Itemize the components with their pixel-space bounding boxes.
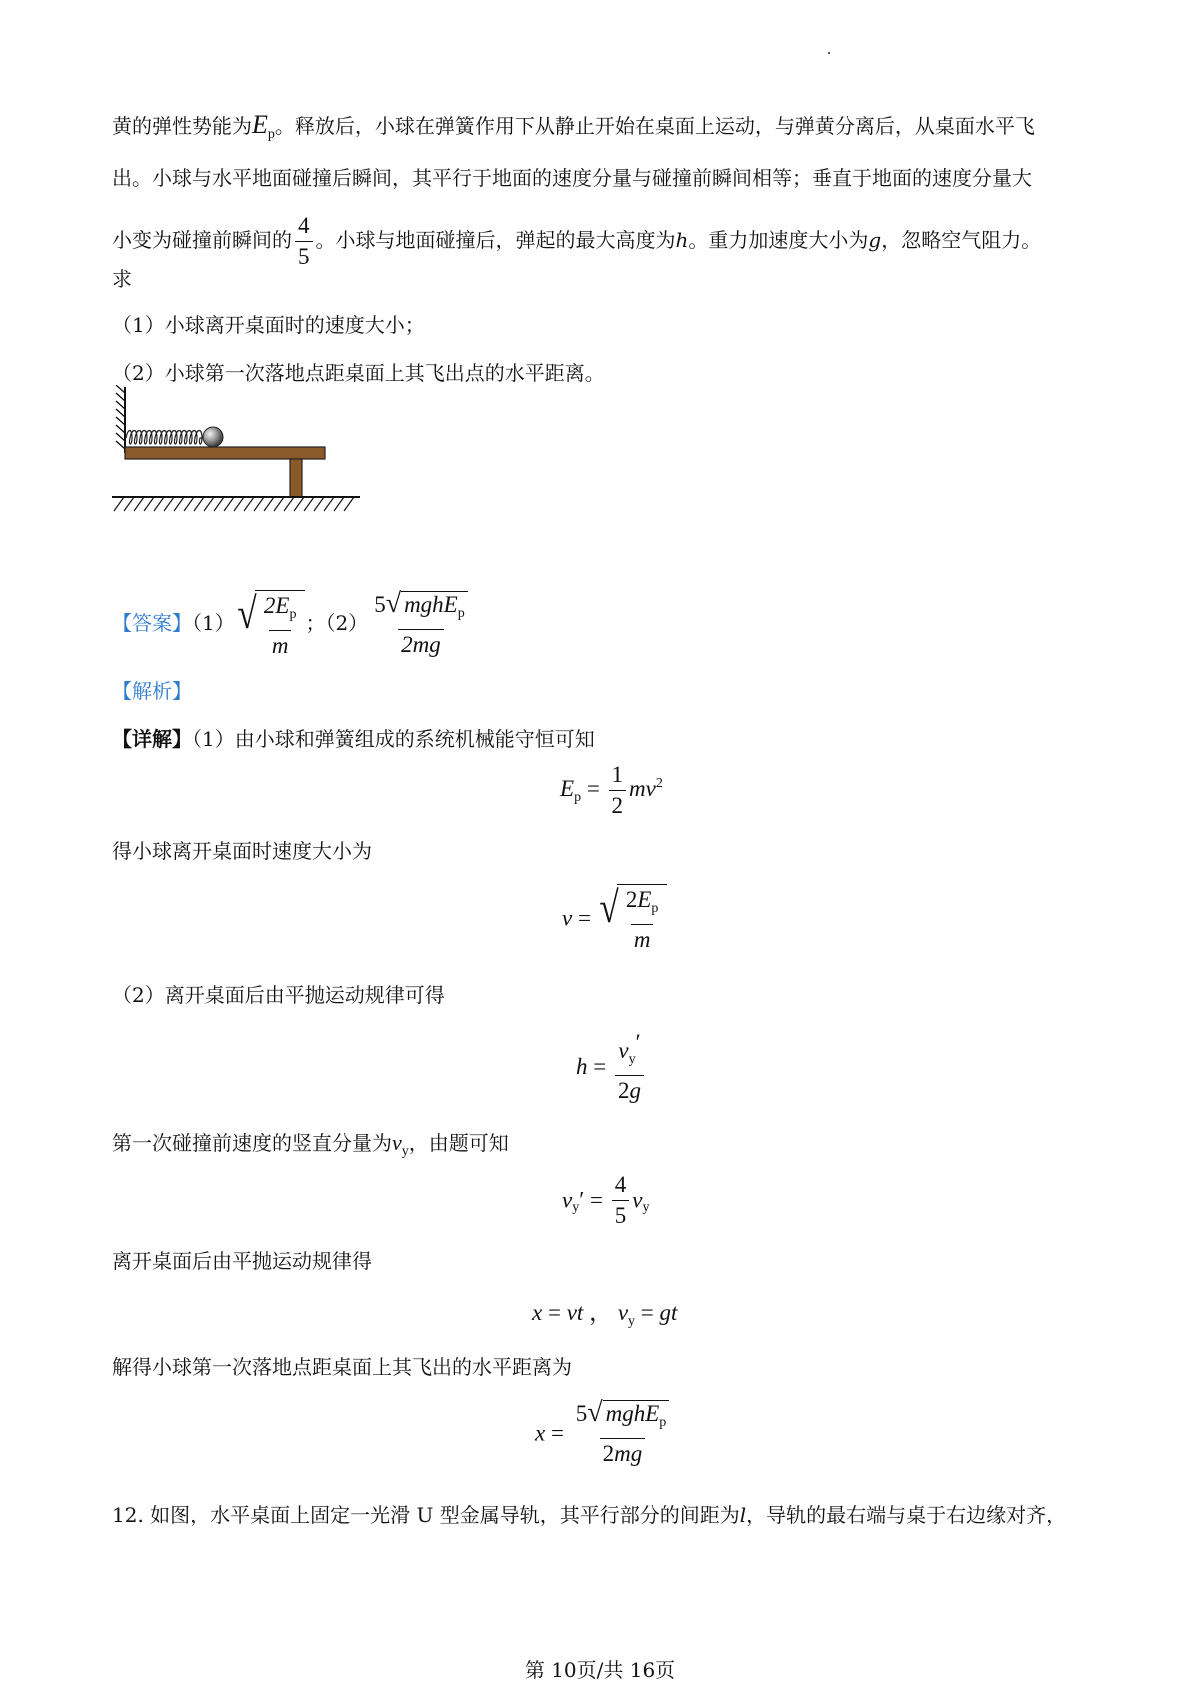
spring — [126, 431, 204, 445]
problem-line-4: 求 — [112, 267, 132, 291]
ball — [203, 427, 223, 447]
equation-velocity: v = √ $\frac{2E_p}{m}$ — [562, 884, 667, 953]
question-1: （1）小球离开桌面时的速度大小； — [112, 313, 425, 337]
scan-speck — [828, 52, 830, 54]
ground — [112, 497, 360, 511]
detail-step-3: （2）离开桌面后由平抛运动规律可得 — [112, 983, 445, 1007]
equation-vertical-component: $v_y'$ = $\frac{4}{5}$ $v_y$ — [562, 1172, 650, 1228]
equation-height: h = $\frac{v_y'}{2g}$ — [576, 1030, 647, 1104]
ep-symbol: $E_p$ — [252, 110, 275, 142]
table-leg — [290, 459, 302, 497]
next-problem-line: 12. 如图，水平桌面上固定一光滑 U 型金属导轨，其平行部分的间距为l，导轨的最右端与桌于右边缘对齐， — [112, 1503, 1067, 1527]
question-2: （2）小球第一次落地点距桌面上其飞出点的水平距离。 — [112, 361, 605, 385]
detail-step-1: 【详解】（1）由小球和弹簧组成的系统机械能守恒可知 — [112, 727, 595, 751]
equation-distance: x = 5 √ mghE$_p$ 2mg — [535, 1400, 675, 1467]
problem-line-3: 小变为碰撞前瞬间的 $\frac{4}{5}$ 。小球与地面碰撞后，弹起的最大高度为h。重力加速度大小为g，忽略空气阻力。 — [112, 213, 1042, 269]
answer-label: 【答案】 — [112, 611, 192, 635]
detail-step-4: 第一次碰撞前速度的竖直分量为$v_y$，由题可知 — [112, 1130, 509, 1159]
spring-table-diagram — [112, 385, 412, 520]
problem-line-1: 黄的弹性势能为$E_p$。释放后，小球在弹簧作用下从静止开始在桌面上运动，与弹黄分离后，从桌面水平飞 — [112, 110, 1035, 142]
detail-step-5: 离开桌面后由平抛运动规律得 — [112, 1249, 372, 1273]
table-top — [125, 447, 325, 459]
wall — [116, 385, 125, 453]
detail-step-2: 得小球离开桌面时速度大小为 — [112, 839, 372, 863]
answer-2-formula: 5 √ mghE$_p$ 2mg — [371, 591, 471, 658]
analysis-label: 【解析】 — [112, 679, 192, 703]
equation-projectile: x = vt ， $v_y$ = gt — [532, 1300, 678, 1329]
problem-line-2: 出。小球与水平地面碰撞后瞬间，其平行于地面的速度分量与碰撞前瞬间相等；垂直于地面的速度分量大 — [112, 166, 1032, 190]
page-footer: 第 10页/共 16页 — [524, 1658, 676, 1682]
answer-1-formula: √ $\frac{2E_p}{m}$ — [235, 590, 306, 659]
equation-energy: $E_p$ = $\frac{1}{2}$ $mv^2$ — [560, 762, 663, 818]
fraction-four-fifths: $\frac{4}{5}$ — [295, 213, 313, 270]
answer-line: 【答案】（1） √ $\frac{2E_p}{m}$ ；（2） 5 √ mghE$_p$ 2mg — [112, 590, 474, 659]
detail-step-6: 解得小球第一次落地点距桌面上其飞出的水平距离为 — [112, 1355, 572, 1379]
